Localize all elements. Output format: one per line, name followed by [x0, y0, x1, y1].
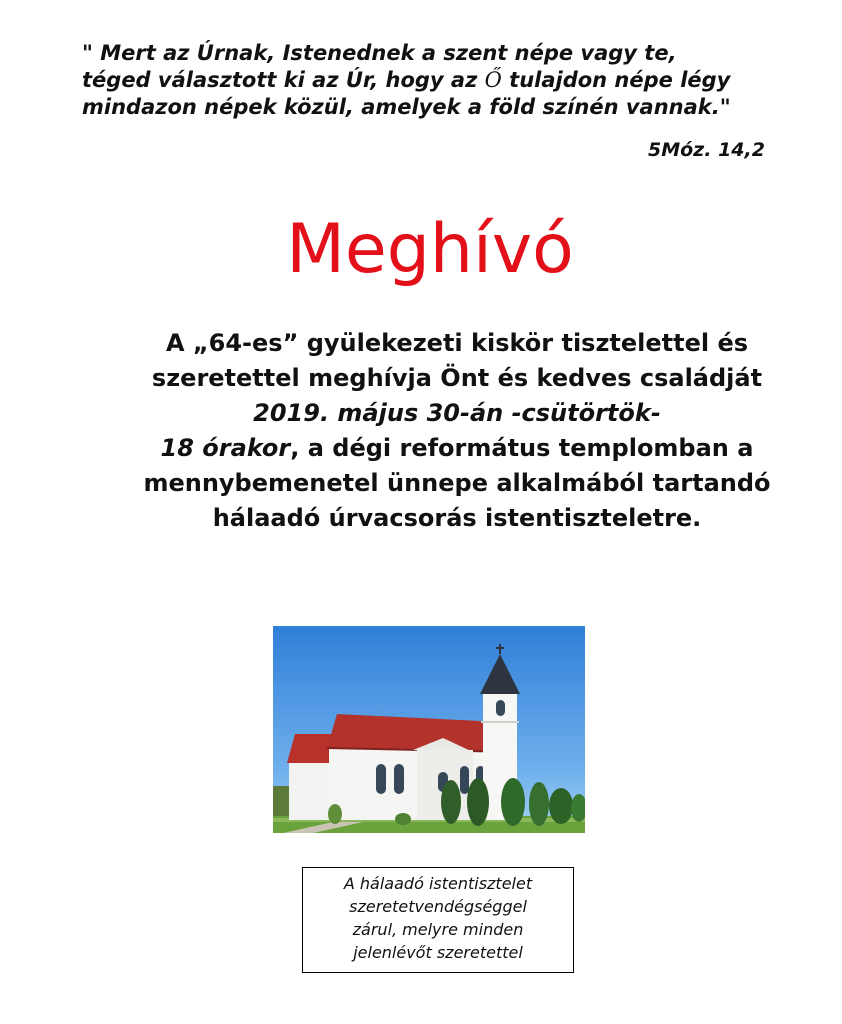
invitation-line-2: szeretettel meghívja Önt és kedves családját: [151, 364, 763, 392]
quote-line-3: mindazon népek közül, amelyek a föld színén vannak.": [82, 95, 731, 119]
closing-note-box: [302, 867, 574, 973]
invitation-line-1: A „64-es” gyülekezeti kiskör tisztelettel és: [165, 329, 749, 357]
note-line-4: jelenlévőt szeretettel: [353, 943, 523, 962]
quote-line-2-start: téged választott ki az Úr, hogy az: [82, 68, 478, 92]
invitation-line-4-rest: , a dégi református templomban a: [290, 434, 754, 462]
bible-quote: [82, 40, 802, 121]
quote-line-2-end: tulajdon népe légy: [501, 68, 731, 92]
invitation-line-5: mennybemenetel ünnepe alkalmából tartandó: [143, 469, 771, 497]
quote-line-2-pronoun: Ő: [484, 68, 502, 92]
event-time: 18 órakor: [160, 434, 291, 462]
invitation-line-6: hálaadó úrvacsorás istentiszteletre.: [212, 504, 702, 532]
note-line-2: szeretetvendégséggel: [349, 897, 527, 916]
church-photo: [273, 626, 585, 833]
quote-line-1: " Mert az Úrnak, Istenednek a szent népe vagy te,: [82, 41, 677, 65]
note-line-1: A hálaadó istentisztelet: [343, 874, 533, 893]
page-title: Meghívó: [286, 210, 574, 289]
bible-reference: 5Móz. 14,2: [648, 139, 765, 161]
invitation-date: [100, 396, 814, 431]
invitation-text: [100, 326, 814, 536]
note-line-3: zárul, melyre minden: [352, 920, 524, 939]
quote-line-2: [82, 67, 802, 94]
invitation-line-4: [100, 431, 814, 466]
event-date: 2019. május 30-án -csütörtök-: [253, 399, 661, 427]
